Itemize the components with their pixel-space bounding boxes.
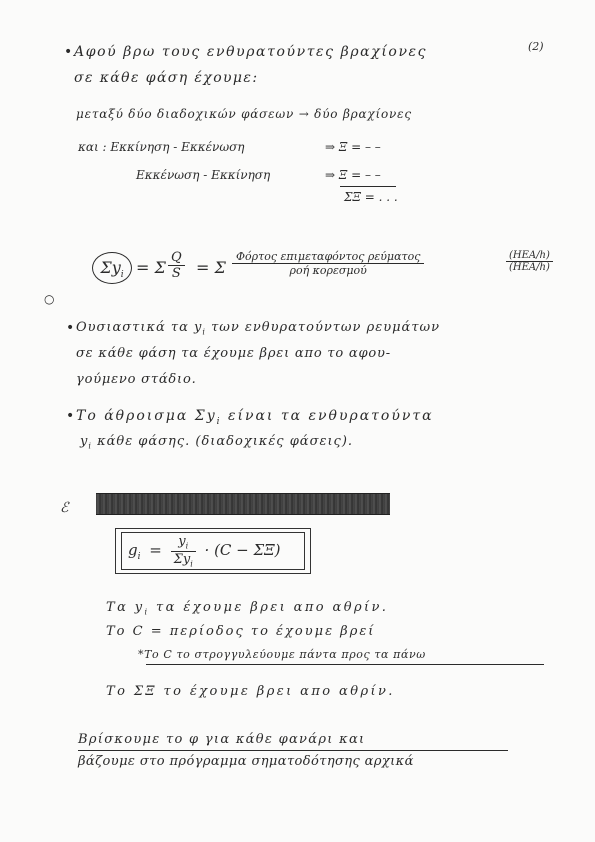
green-time-formula: $g_i$ = $\frac{y_i}{\Sigma y_i}$ · (C − ΣΞ) xyxy=(128,534,281,569)
line-5-value: ⇒ Ξ = – – xyxy=(325,168,381,182)
line-3: μεταξύ δύο διαδοχικών φάσεων → δύο βραχίονες xyxy=(76,107,412,121)
bullet-dot: • xyxy=(66,320,75,336)
blacked-out-bar xyxy=(96,493,390,515)
line-1-note: (2) xyxy=(528,40,544,53)
para1-line-1: Ουσιαστικά τα $y_i$ των ενθυρατούντων ρευμάτων xyxy=(76,320,441,337)
para2-line-1: Το άθροισμα $\Sigma y_i$ είναι τα ενθυρατούντα xyxy=(76,408,434,427)
line-5-label: Εκκένωση - Εκκίνηση xyxy=(136,168,271,182)
note-2: Το C = περίοδος το έχουμε βρεί xyxy=(106,624,376,639)
bullet-dot: • xyxy=(64,44,73,60)
para1-line-3: γούμενο στάδιο. xyxy=(76,372,197,387)
margin-mark-1: ○ xyxy=(44,292,55,306)
sum-yi-circled: $\Sigma y_i$ xyxy=(92,252,132,284)
eq1-flow-fraction: Φόρτος επιμεταφόντος ρεύματος ροή κορεσμού xyxy=(232,250,424,277)
line-2: σε κάθε φάση έχουμε: xyxy=(74,70,259,86)
eq1-q-over-s: $\frac{Q}{S}$ xyxy=(168,250,185,281)
bullet-dot: • xyxy=(66,408,75,424)
line-1: Αφού βρω τους ενθυρατούντες βραχίονες xyxy=(74,44,428,60)
last-line-2: βάζουμε στο πρόγραμμα σηματοδότησης αρχικά xyxy=(78,754,414,769)
eq1-equals-sum-1: = Σ xyxy=(136,258,166,277)
eq1-units: (ΗΕΑ/h) (ΗΕΑ/h) xyxy=(506,250,553,273)
para1-line-2: σε κάθε φάση τα έχουμε βρει απο το αφου- xyxy=(76,346,391,361)
note-4: Το ΣΞ το έχουμε βρει απο αθρίν. xyxy=(106,684,395,699)
note-3: *Το C το στρογγυλεύουμε πάντα προς τα πάνω xyxy=(138,648,426,661)
line-6: ΣΞ = . . . xyxy=(344,190,398,204)
sum-yi-equation xyxy=(92,246,572,296)
last-line-1-underline xyxy=(78,750,508,751)
note-1: Τα $y_i$ τα έχουμε βρει απο αθρίν. xyxy=(106,600,389,617)
note-3-underline xyxy=(146,664,544,665)
para2-line-2: $y_i$ κάθε φάσης. (διαδοχικές φάσεις). xyxy=(80,434,354,451)
line-4-label: και : Εκκίνηση - Εκκένωση xyxy=(78,140,245,154)
eq1-equals-sum-2: = Σ xyxy=(196,258,226,277)
line-4-value: ⇒ Ξ = – – xyxy=(325,140,381,154)
line-5-underline xyxy=(340,186,396,187)
margin-scribble: ℰ xyxy=(60,500,69,516)
last-line-1: Βρίσκουμε το φ για κάθε φανάρι και xyxy=(78,732,366,747)
